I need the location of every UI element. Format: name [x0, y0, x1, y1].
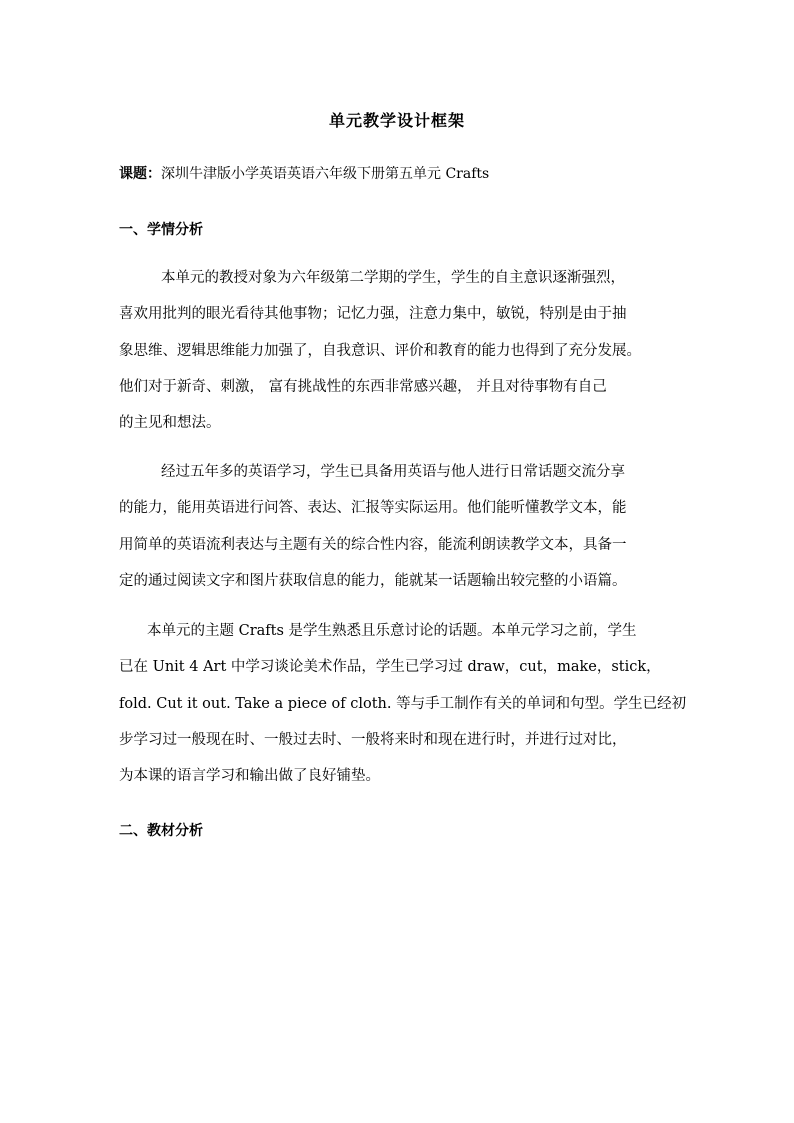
subject-label: 课题： — [119, 166, 161, 182]
paragraph-line: 用简单的英语流利表达与主题有关的综合性内容，能流利朗读教学文本，具备一 — [119, 537, 627, 553]
paragraph-line: 的能力，能用英语进行问答、表达、汇报等实际运用。他们能听懂教学文本，能 — [119, 500, 627, 516]
paragraph-line: 步学习过一般现在时、一般过去时、一般将来时和现在进行时，并进行过对比， — [119, 732, 627, 748]
paragraph-line: 已在 Unit 4 Art 中学习谈论美术作品，学生已学习过 draw，cut，make，stick， — [119, 659, 661, 675]
paragraph-line: 他们对于新奇、刺激， 富有挑战性的东西非常感兴趣， 并且对待事物有自己 — [119, 379, 607, 395]
paragraph-line: 定的通过阅读文字和图片获取信息的能力，能就某一话题输出较完整的小语篇。 — [119, 573, 627, 589]
paragraph-line: fold. Cut it out. Take a piece of cloth. 等与手工制作有关的单词和句型。学生已经初 — [119, 696, 687, 712]
subject-text: 深圳牛津版小学英语英语六年级下册第五单元 Crafts — [161, 166, 490, 182]
section-heading-learner-analysis: 一、学情分析 — [119, 222, 203, 238]
paragraph-line: 本单元的主题 Crafts 是学生熟悉且乐意讨论的话题。本单元学习之前，学生 — [147, 623, 637, 639]
paragraph-line: 经过五年多的英语学习，学生已具备用英语与他人进行日常话题交流分享 — [161, 464, 625, 480]
paragraph-line: 象思维、逻辑思维能力加强了，自我意识、评价和教育的能力也得到了充分发展。 — [119, 343, 641, 359]
paragraph-line: 本单元的教授对象为六年级第二学期的学生，学生的自主意识逐渐强烈， — [161, 270, 625, 286]
section-heading-textbook-analysis: 二、教材分析 — [119, 823, 203, 839]
paragraph-line: 喜欢用批判的眼光看待其他事物；记忆力强，注意力集中，敏锐，特别是由于抽 — [119, 306, 627, 322]
document-title: 单元教学设计框架 — [328, 111, 465, 130]
paragraph-line: 为本课的语言学习和输出做了良好铺垫。 — [119, 768, 380, 784]
paragraph-line: 的主见和想法。 — [119, 415, 221, 431]
subject-line — [119, 163, 489, 183]
